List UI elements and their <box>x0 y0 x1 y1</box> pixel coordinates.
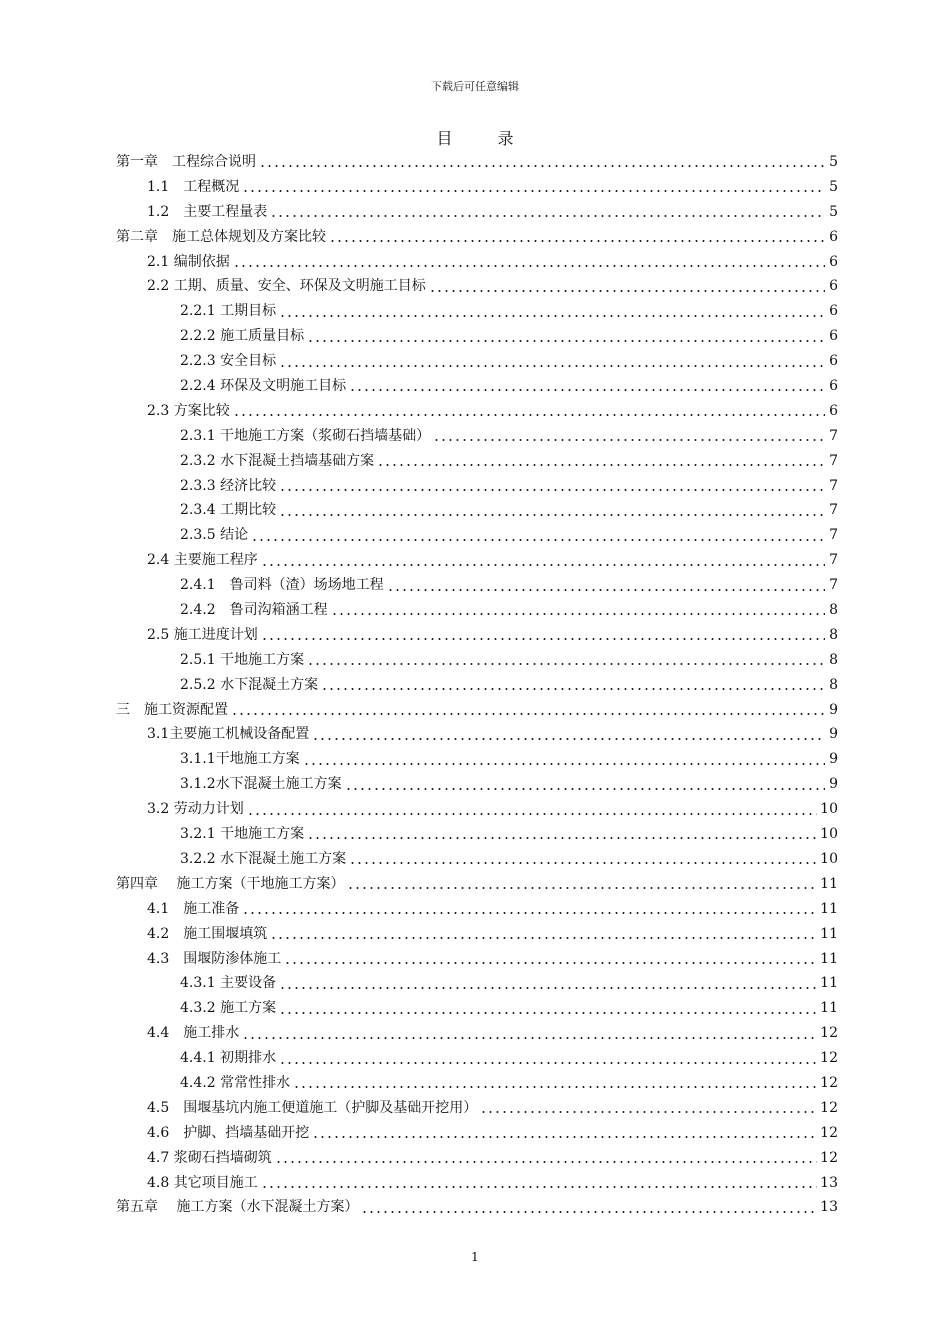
toc-entry-page: 6 <box>829 278 838 295</box>
toc-entry[interactable] <box>116 399 838 424</box>
toc-entry[interactable] <box>116 947 838 972</box>
toc-entry[interactable] <box>116 1121 838 1146</box>
toc-entry-label: 3.2.1 干地施工方案 <box>180 826 305 843</box>
header-note: 下载后可任意编辑 <box>431 80 519 93</box>
toc-entry-label: 第五章 施工方案（水下混凝土方案） <box>116 1199 359 1216</box>
toc-entry[interactable] <box>116 1171 838 1196</box>
dot-leader <box>331 611 825 617</box>
toc-entry-label: 第二章 施工总体规划及方案比较 <box>116 228 326 245</box>
toc-entry-page: 6 <box>829 378 838 395</box>
toc-entry-label: 4.4.1 初期排水 <box>180 1050 277 1067</box>
toc-entry-page: 8 <box>829 602 838 619</box>
dot-leader <box>480 1109 817 1115</box>
toc-entry[interactable] <box>116 150 838 175</box>
toc-entry-page: 13 <box>820 1199 838 1216</box>
toc-entry[interactable] <box>116 200 838 225</box>
toc-entry-label: 4.3 围堰防渗体施工 <box>147 950 282 967</box>
dot-leader <box>429 288 825 294</box>
dot-leader <box>270 935 817 941</box>
dot-leader <box>279 363 825 369</box>
toc-entry-label: 3.1主要施工机械设备配置 <box>147 726 310 743</box>
toc-entry-page: 6 <box>829 303 838 320</box>
toc-entry-label: 2.3.3 经济比较 <box>180 477 277 494</box>
toc-entry[interactable] <box>116 698 838 723</box>
toc-entry[interactable] <box>116 648 838 673</box>
toc-entry-page: 11 <box>820 950 838 967</box>
toc-entry-label: 2.3.4 工期比较 <box>180 502 277 519</box>
toc-entry[interactable] <box>116 747 838 772</box>
dot-leader <box>231 711 825 717</box>
toc-entry[interactable] <box>116 175 838 200</box>
dot-leader <box>433 437 825 443</box>
toc-entry-label: 2.2.1 工期目标 <box>180 303 277 320</box>
toc-entry-label: 2.3 方案比较 <box>147 402 230 419</box>
dot-leader <box>345 786 825 792</box>
toc-entry-label: 4.5 围堰基坑内施工便道施工（护脚及基础开挖用） <box>147 1099 478 1116</box>
toc-entry-page: 6 <box>829 228 838 245</box>
toc-entry[interactable] <box>116 971 838 996</box>
toc-entry-label: 2.1 编制依据 <box>147 253 230 270</box>
toc-entry[interactable] <box>116 573 838 598</box>
toc-entry-label: 4.3.2 施工方案 <box>180 1000 277 1017</box>
toc-entry[interactable] <box>116 374 838 399</box>
toc-entry[interactable] <box>116 474 838 499</box>
toc-entry-label: 4.3.1 主要设备 <box>180 975 277 992</box>
toc-entry[interactable] <box>116 1021 838 1046</box>
toc-entry[interactable] <box>116 1071 838 1096</box>
dot-leader <box>275 1159 817 1165</box>
toc-entry-page: 12 <box>820 1124 838 1141</box>
toc-entry[interactable] <box>116 449 838 474</box>
toc-entry-page: 9 <box>829 776 838 793</box>
toc-entry-label: 2.4.2 鲁司沟箱涵工程 <box>180 602 328 619</box>
dot-leader <box>251 537 825 543</box>
toc-entry[interactable] <box>116 872 838 897</box>
toc-entry[interactable] <box>116 772 838 797</box>
toc-entry-page: 12 <box>820 1099 838 1116</box>
dot-leader <box>270 213 825 219</box>
toc-entry-page: 6 <box>829 253 838 270</box>
page-number: 1 <box>471 1250 479 1264</box>
toc-entry-page: 12 <box>820 1149 838 1166</box>
toc-entry[interactable] <box>116 673 838 698</box>
toc-entry-label: 3.2.2 水下混凝土施工方案 <box>180 850 347 867</box>
toc-entry[interactable] <box>116 722 838 747</box>
dot-leader <box>329 238 825 244</box>
toc-entry-page: 11 <box>820 975 838 992</box>
dot-leader <box>312 736 825 742</box>
dot-leader <box>349 387 825 393</box>
toc-entry-page: 5 <box>829 154 838 170</box>
toc-entry-label: 4.4 施工排水 <box>147 1025 240 1042</box>
toc-entry-page: 11 <box>820 900 838 917</box>
dot-leader <box>242 1035 817 1041</box>
dot-leader <box>279 1010 817 1016</box>
toc-title: 目 录 <box>436 129 534 148</box>
toc-entry[interactable] <box>116 349 838 374</box>
toc-entry[interactable] <box>116 598 838 623</box>
toc-entry-page: 8 <box>829 676 838 693</box>
dot-leader <box>284 960 817 966</box>
toc-entry-page: 7 <box>829 502 838 519</box>
toc-entry[interactable] <box>116 1046 838 1071</box>
toc-entry[interactable] <box>116 548 838 573</box>
dot-leader <box>279 487 825 493</box>
dot-leader <box>387 587 825 593</box>
toc-entry[interactable] <box>116 797 838 822</box>
dot-leader <box>233 263 825 269</box>
toc-entry-page: 7 <box>829 427 838 444</box>
dot-leader <box>307 835 817 841</box>
toc-entry-page: 7 <box>829 477 838 494</box>
toc-entry-label: 4.1 施工准备 <box>147 900 240 917</box>
toc-entry-label: 三 施工资源配置 <box>116 701 228 718</box>
dot-leader <box>261 636 825 642</box>
dot-leader <box>307 338 825 344</box>
toc-entry-page: 5 <box>829 203 838 220</box>
toc-entry-page: 9 <box>829 726 838 743</box>
dot-leader <box>261 1184 817 1190</box>
toc-entry-page: 11 <box>820 875 838 892</box>
toc-entry[interactable] <box>116 324 838 349</box>
toc-entry-label: 2.2.2 施工质量目标 <box>180 328 305 345</box>
toc-entry-label: 4.2 施工围堰填筑 <box>147 925 268 942</box>
dot-leader <box>377 462 825 468</box>
toc-entry[interactable] <box>116 250 838 275</box>
toc-entry-page: 6 <box>829 328 838 345</box>
dot-leader <box>347 885 817 891</box>
toc-entry[interactable] <box>116 225 838 250</box>
toc-entry-label: 2.3.1 干地施工方案（浆砌石挡墙基础） <box>180 427 431 444</box>
toc-entry-page: 12 <box>820 1074 838 1091</box>
toc-entry[interactable] <box>116 1195 838 1220</box>
dot-leader <box>242 910 817 916</box>
toc-entry[interactable] <box>116 822 838 847</box>
toc-entry-label: 4.8 其它项目施工 <box>147 1174 258 1191</box>
toc-entry[interactable] <box>116 996 838 1021</box>
dot-leader <box>321 686 825 692</box>
dot-leader <box>247 811 817 817</box>
toc-entry-page: 8 <box>829 651 838 668</box>
toc-entry-page: 7 <box>829 452 838 469</box>
toc-entry-label: 2.4.1 鲁司料（渣）场场地工程 <box>180 577 384 594</box>
toc-entry[interactable] <box>116 424 838 449</box>
toc-entry-page: 6 <box>829 402 838 419</box>
toc-entry[interactable] <box>116 498 838 523</box>
dot-leader <box>303 761 825 767</box>
toc-entry-label: 2.5.2 水下混凝土方案 <box>180 676 319 693</box>
dot-leader <box>259 163 825 169</box>
dot-leader <box>361 1209 817 1215</box>
toc-entry-label: 4.7 浆砌石挡墙砌筑 <box>147 1149 272 1166</box>
toc-entry-page: 5 <box>829 178 838 195</box>
toc-entry-label: 第一章 工程综合说明 <box>116 154 256 170</box>
toc-entry[interactable] <box>116 299 838 324</box>
toc-entry-page: 7 <box>829 577 838 594</box>
toc-entry-page: 7 <box>829 527 838 544</box>
dot-leader <box>279 1060 817 1066</box>
toc-entry-page: 12 <box>820 1050 838 1067</box>
toc-entry-label: 1.2 主要工程量表 <box>147 203 268 220</box>
dot-leader <box>312 1134 817 1140</box>
toc-entry-label: 2.2.3 安全目标 <box>180 353 277 370</box>
dot-leader <box>279 512 825 518</box>
toc-entry[interactable] <box>116 523 838 548</box>
dot-leader <box>261 562 825 568</box>
table-of-contents <box>116 150 838 1220</box>
toc-entry[interactable] <box>116 623 838 648</box>
toc-entry-label: 3.2 劳动力计划 <box>147 801 244 818</box>
toc-entry-label: 2.2 工期、质量、安全、环保及文明施工目标 <box>147 278 426 295</box>
toc-entry-page: 7 <box>829 552 838 569</box>
toc-entry-label: 4.6 护脚、挡墙基础开挖 <box>147 1124 310 1141</box>
toc-entry[interactable] <box>116 1096 838 1121</box>
toc-entry-page: 9 <box>829 751 838 768</box>
toc-entry-page: 11 <box>820 1000 838 1017</box>
dot-leader <box>349 860 817 866</box>
toc-entry-page: 12 <box>820 1025 838 1042</box>
toc-entry-label: 2.3.5 结论 <box>180 527 249 544</box>
toc-entry-label: 2.5 施工进度计划 <box>147 626 258 643</box>
toc-entry-label: 3.1.2水下混凝土施工方案 <box>180 776 342 793</box>
dot-leader <box>307 661 825 667</box>
toc-entry-page: 10 <box>820 826 838 843</box>
toc-entry[interactable] <box>116 922 838 947</box>
toc-entry-label: 3.1.1干地施工方案 <box>180 751 300 768</box>
toc-entry-page: 11 <box>820 925 838 942</box>
toc-entry-label: 2.3.2 水下混凝土挡墙基础方案 <box>180 452 375 469</box>
dot-leader <box>293 1084 817 1090</box>
dot-leader <box>279 985 817 991</box>
toc-entry-page: 13 <box>820 1174 838 1191</box>
dot-leader <box>242 188 825 194</box>
toc-entry-label: 2.2.4 环保及文明施工目标 <box>180 378 347 395</box>
toc-entry[interactable] <box>116 1146 838 1171</box>
toc-entry-page: 6 <box>829 353 838 370</box>
toc-entry-page: 10 <box>820 801 838 818</box>
toc-entry-page: 9 <box>829 701 838 718</box>
dot-leader <box>279 313 825 319</box>
toc-entry[interactable] <box>116 274 838 299</box>
toc-entry-label: 第四章 施工方案（干地施工方案） <box>116 875 345 892</box>
toc-entry-label: 4.4.2 常常性排水 <box>180 1074 291 1091</box>
toc-entry-label: 2.5.1 干地施工方案 <box>180 651 305 668</box>
toc-entry-page: 10 <box>820 850 838 867</box>
toc-entry[interactable] <box>116 847 838 872</box>
toc-entry-label: 1.1 工程概况 <box>147 178 240 195</box>
dot-leader <box>233 412 825 418</box>
toc-entry-page: 8 <box>829 626 838 643</box>
toc-entry[interactable] <box>116 897 838 922</box>
toc-entry-label: 2.4 主要施工程序 <box>147 552 258 569</box>
